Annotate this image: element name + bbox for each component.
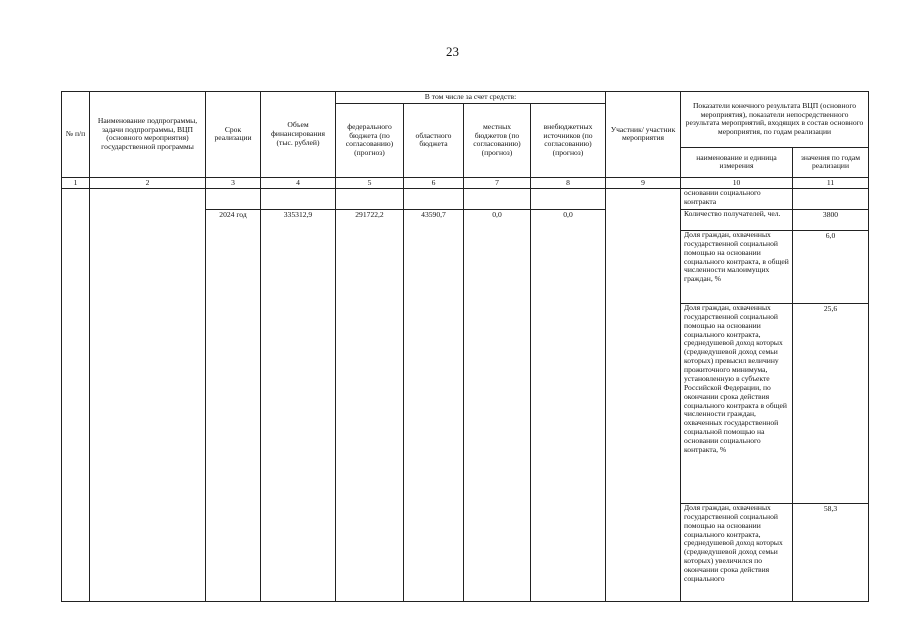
cell-federal: 291722,2 [336,209,404,601]
cell-extrabudget [531,188,606,209]
cell-participant [606,188,681,601]
indicator-value: 3800 [793,209,869,230]
header-participant: Участник/ участник мероприятия [606,92,681,178]
header-total: Объем финансирования (тыс. рублей) [261,92,336,178]
cell-local [464,188,531,209]
header-name: Наименование подпрограммы, задачи подпрограммы, ВЦП (основного мероприятия) государственной программы [90,92,206,178]
cell-extrabudget: 0,0 [531,209,606,601]
header-local: местных бюджетов (по согласованию) (прогноз) [464,103,531,177]
column-number: 4 [261,177,336,188]
header-federal: федерального бюджета (по согласованию) (прогноз) [336,103,404,177]
header-regional: областного бюджета [404,103,464,177]
header-indicator-value: значения по годам реализации [793,147,869,177]
column-number: 10 [681,177,793,188]
cell-regional: 43590,7 [404,209,464,601]
column-number: 8 [531,177,606,188]
indicator-value: 58,3 [793,503,869,601]
program-table [61,91,869,602]
cell-number [62,188,90,601]
indicator-name: Количество получателей, чел. [681,209,793,230]
cell-regional [404,188,464,209]
indicator-name: основании социального контракта [681,188,793,209]
header-number: № п/п [62,92,90,178]
header-sources-group: В том числе за счет средств: [336,92,606,104]
cell-total: 335312,9 [261,209,336,601]
cell-period: 2024 год [206,209,261,601]
cell-name [90,188,206,601]
column-number: 2 [90,177,206,188]
header-indicators-group: Показатели конечного результата ВЦП (основного мероприятия), показатели непосредственного результата мероприятий, входящих в состав основного мероприятия, по годам реализации [681,92,869,148]
column-number: 3 [206,177,261,188]
column-number: 6 [404,177,464,188]
indicator-value [793,188,869,209]
column-numbers-row [62,177,869,188]
cell-federal [336,188,404,209]
column-number: 1 [62,177,90,188]
indicator-value: 25,6 [793,303,869,503]
header-indicator-name: наименование и единица измерения [681,147,793,177]
indicator-name: Доля граждан, охваченных государственной социальной помощью на основании социального контракта, в общей численности малоимущих граждан, % [681,230,793,303]
indicator-value: 6,0 [793,230,869,303]
indicator-name: Доля граждан, охваченных государственной социальной помощью на основании социального контракта, среднедушевой доход которых (среднедушевой доход семьи которых) увеличился по окончании срока действия социального [681,503,793,601]
table-row [62,188,869,209]
header-extrabudget: внебюджетных источников (по согласованию) (прогноз) [531,103,606,177]
column-number: 7 [464,177,531,188]
header-period: Срок реализации [206,92,261,178]
cell-total [261,188,336,209]
cell-local: 0,0 [464,209,531,601]
column-number: 9 [606,177,681,188]
cell-period [206,188,261,209]
column-number: 5 [336,177,404,188]
column-number: 11 [793,177,869,188]
indicator-name: Доля граждан, охваченных государственной социальной помощью на основании социального контракта, среднедушевой доход которых (среднедушевой доход семьи которых) превысил величину прожиточного минимума, установленную в субъекте Российской Федерации, по окончании срока действия социального контракта в общей численности граждан, охваченных государственной социальной помощью на основании социального контракта, % [681,303,793,503]
page-number: 23 [446,44,459,59]
